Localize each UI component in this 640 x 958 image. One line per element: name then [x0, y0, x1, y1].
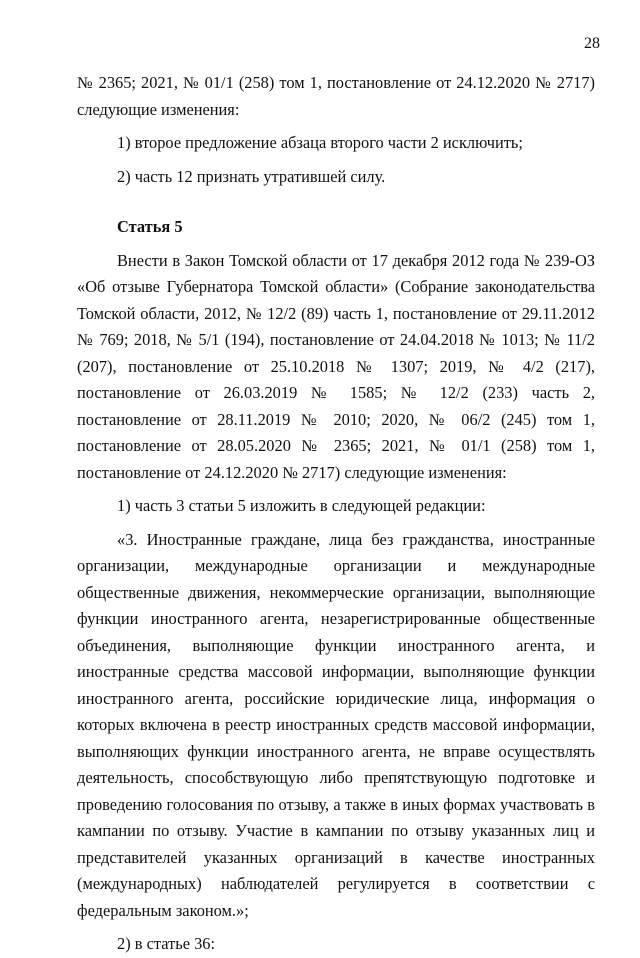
spacer — [77, 123, 595, 130]
spacer — [77, 241, 595, 248]
article-heading: Статья 5 — [117, 217, 183, 236]
spacer — [77, 520, 595, 527]
article-quote-paragraph: «3. Иностранные граждане, лица без гражданства, иностранные организации, международные организации и международные общественные движения, некоммерческие организации, выполняющие функции иностранного агента, незарегистрированные общественные объединения, выполняющие функции иностранного агента, и иностранные средства массовой информации, выполняющие функции иностранного агента, российские юридические лица, информация о которых включена в реестр иностранных средств массовой информации, выполняющих функции иностранного агента, не вправе осуществлять деятельность, способствующую либо препятствующую подготовке и проведению голосования по отзыву, а также в иных формах участвовать в кампании по отзыву. Участие в кампании по отзыву указанных лиц и представителей указанных организаций в качестве иностранных (международных) наблюдателей регулируется в соответствии с федеральным законом.»; — [77, 529, 595, 920]
spacer — [77, 486, 595, 493]
spacer — [77, 924, 595, 931]
article-item-1: 1) часть 3 статьи 5 изложить в следующей редакции: — [117, 496, 486, 515]
spacer — [77, 190, 595, 202]
article-item-2: 2) в статье 36: — [117, 934, 216, 953]
spacer — [77, 157, 595, 164]
spacer — [77, 202, 595, 214]
list-item-1: 1) второе предложение абзаца второго части 2 исключить; — [117, 133, 523, 152]
document-body — [77, 70, 595, 958]
intro-line-1: № 2365; 2021, № 01/1 (258) том 1, постановление от 24.12.2020 № 2717) — [77, 73, 595, 92]
list-item-2: 2) часть 12 признать утратившей силу. — [117, 166, 386, 186]
article-intro-paragraph: Внести в Закон Томской области от 17 декабря 2012 года № 239-ОЗ «Об отзыве Губернатора Томской области» (Собрание законодательства Томской области, 2012, № 12/2 (89) часть 1, постановление от 29.11.2012 № 769; 2018, № 5/1 (194), постановление от 24.04.2018 № 1013; № 11/2 (207), постановление от 25.10.2018 № 1307; 2019, № 4/2 (217), постановление от 26.03.2019 № 1585; № 12/2 (233) часть 2, постановление от 28.11.2019 № 2010; 2020, № 06/2 (245) том 1, постановление от 28.05.2020 № 2365; 2021, № 01/1 (258) том 1, постановление от 24.12.2020 № 2717) следующие изменения: — [77, 250, 595, 482]
page-number: 28 — [584, 35, 600, 52]
intro-line-2: следующие изменения: — [77, 99, 240, 119]
